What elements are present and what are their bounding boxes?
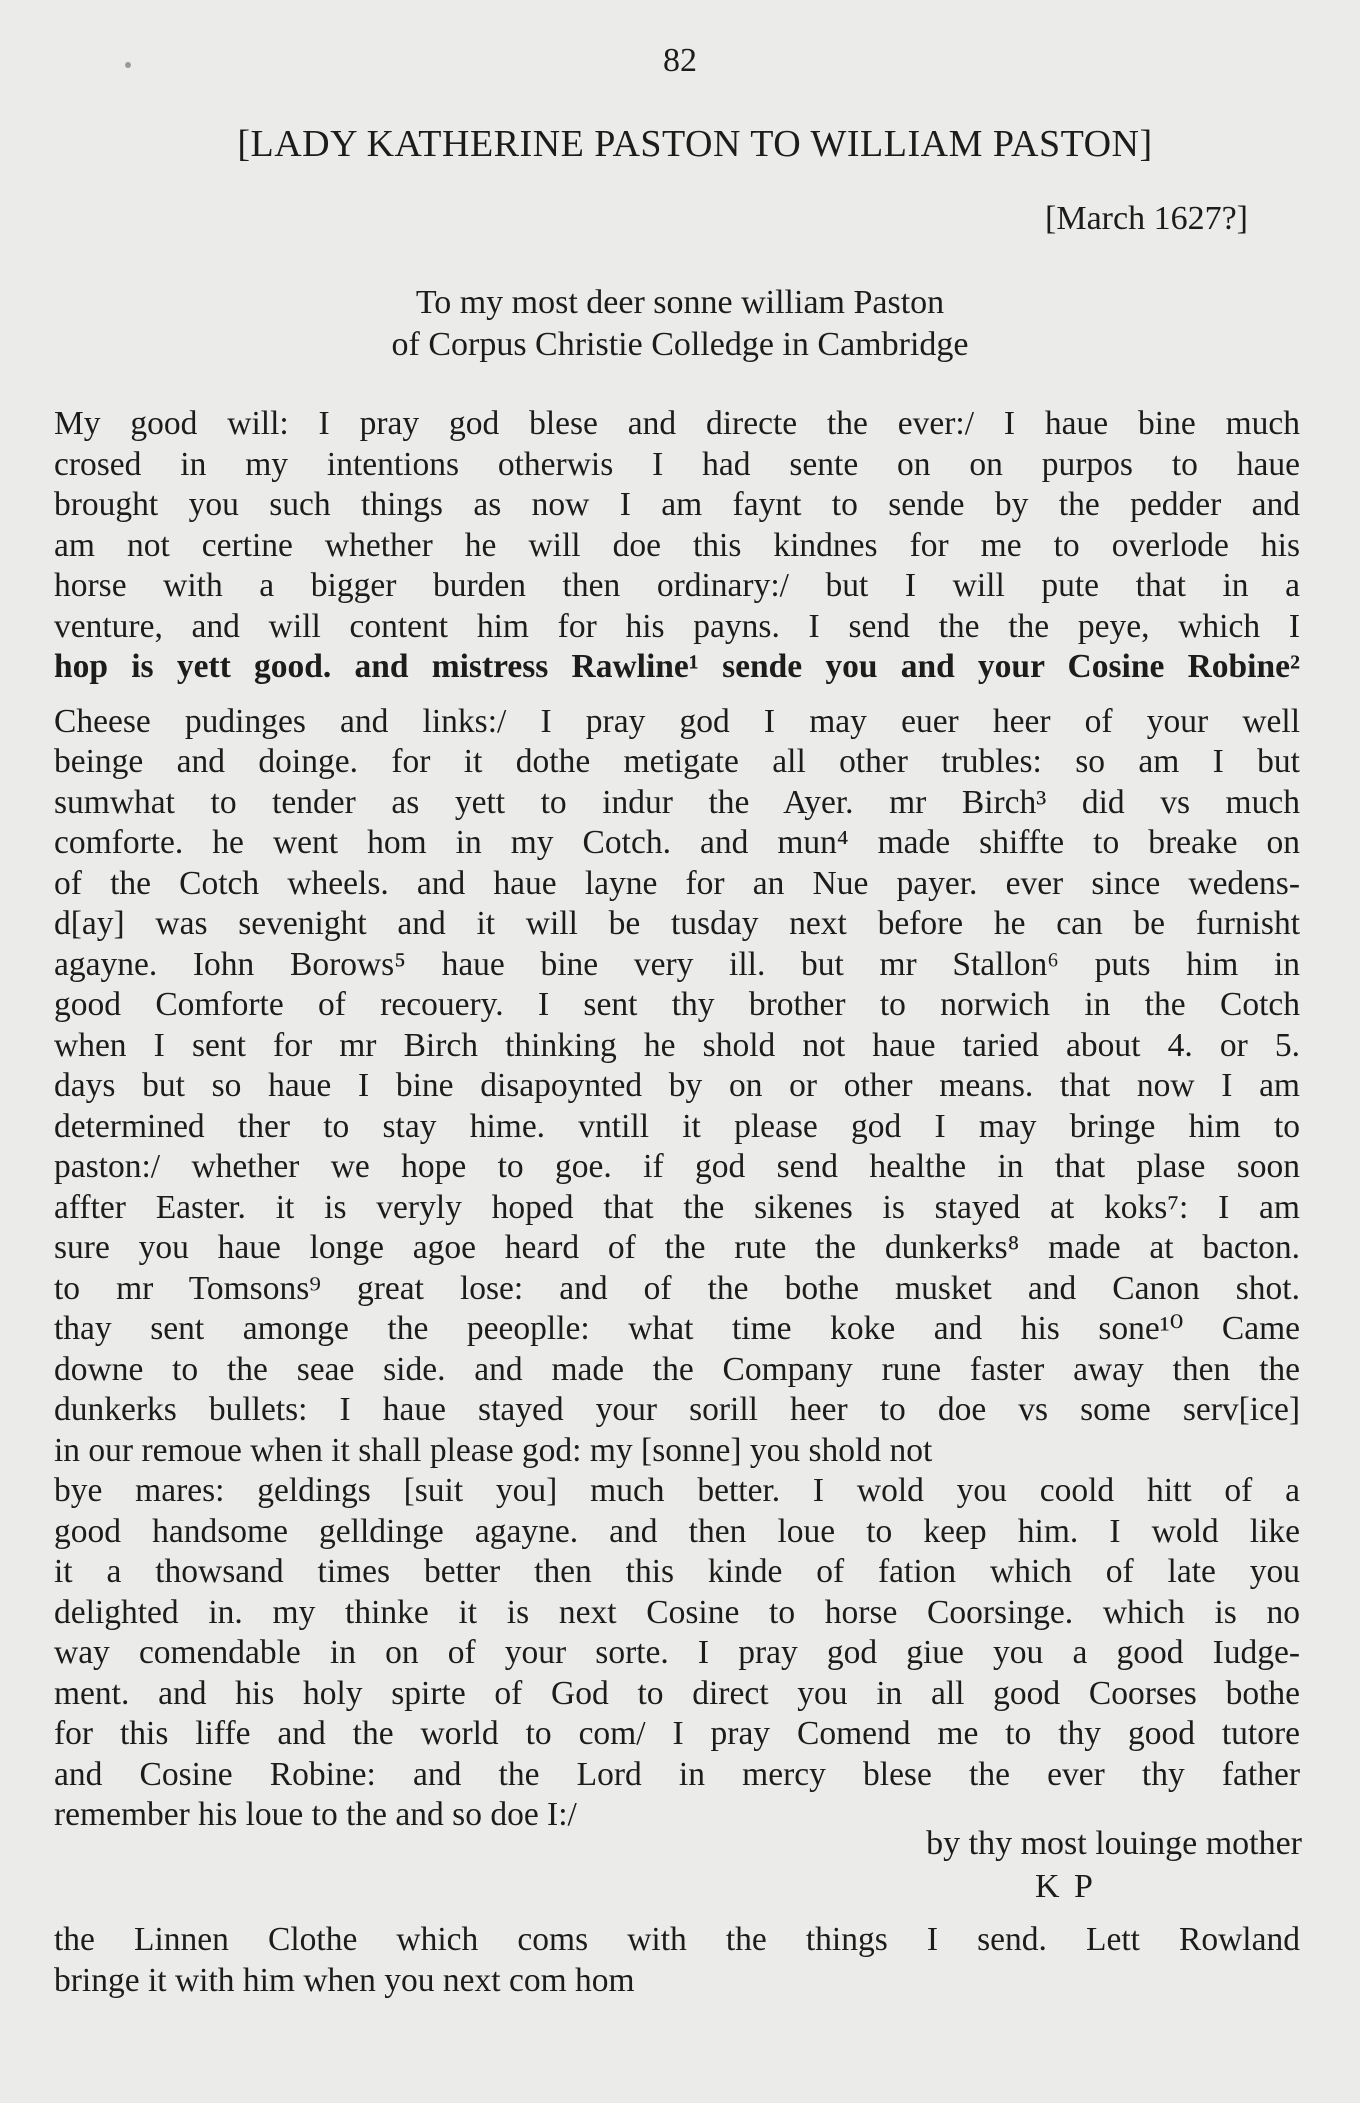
body-line: Cheese pudinges and links:/ I pray god I may euer heer of your well xyxy=(54,702,1300,740)
body-line: and Cosine Robine: and the Lord in mercy blese the ever thy father xyxy=(54,1755,1300,1793)
line-gap xyxy=(54,688,1300,702)
body-line: when I sent for mr Birch thinking he shold not haue taried about 4. or 5. xyxy=(54,1026,1300,1064)
body-line: comforte. he went hom in my Cotch. and mun⁴ made shiffte to breake on xyxy=(54,824,1300,861)
body-line: am not certine whether he will doe this kindnes for me to overlode his xyxy=(54,526,1300,564)
body-line: days but so haue I bine disapoynted by on or other means. that now I am xyxy=(54,1067,1300,1104)
body-line: horse with a bigger burden then ordinary:/ but I will pute that in a xyxy=(54,567,1300,604)
body-line: sure you haue longe agoe heard of the rute the dunkerks⁸ made at bacton. xyxy=(54,1229,1300,1266)
body-line: for this liffe and the world to com/ I pray Comend me to thy good tutore xyxy=(54,1715,1300,1752)
body-line: remember his loue to the and so doe I:/ xyxy=(54,1796,577,1833)
body-line: ment. and his holy spirte of God to direct you in all good Coorses bothe xyxy=(54,1674,1300,1712)
body-line: d[ay] was sevenight and it will be tusday next before he can be furnisht xyxy=(54,905,1300,942)
address-line: To my most deer sonne william Paston xyxy=(415,284,945,321)
letter-title: [LADY KATHERINE PASTON TO WILLIAM PASTON] xyxy=(237,123,1153,165)
postscript-line: bringe it with him when you next com hom xyxy=(54,1961,635,1999)
signature-initials: K P xyxy=(1035,1868,1096,1905)
body-line: thay sent amonge the peeoplle: what time koke and his sone¹⁰ Came xyxy=(54,1310,1300,1347)
body-line: dunkerks bullets: I haue stayed your sorill heer to doe vs some serv[ice] xyxy=(54,1391,1300,1428)
body-line: delighted in. my thinke it is next Cosine to horse Coorsinge. which is no xyxy=(54,1593,1300,1631)
postscript xyxy=(54,1920,1300,2001)
postscript-line: the Linnen Clothe which coms with the things I send. Lett Rowland xyxy=(54,1921,1300,1958)
letter-body xyxy=(54,404,1300,1836)
body-line: brought you such things as now I am faynt to sende by the pedder and xyxy=(54,486,1300,523)
letter-address xyxy=(0,282,1360,366)
body-line: bye mares: geldings [suit you] much better. I wold you coold hitt of a xyxy=(54,1472,1300,1509)
body-line: affter Easter. it is veryly hoped that the sikenes is stayed at koks⁷: I am xyxy=(54,1188,1300,1226)
body-line: crosed in my intentions otherwis I had sente on on purpos to haue xyxy=(54,445,1300,483)
body-line: venture, and will content him for his payns. I send the the peye, which I xyxy=(54,607,1300,645)
body-line: good Comforte of recouery. I sent thy brother to norwich in the Cotch xyxy=(54,986,1300,1023)
body-line: in our remoue when it shall please god: my [sonne] you shold not xyxy=(54,1431,933,1469)
body-line: way comendable in on of your sorte. I pray god giue you a good Iudge- xyxy=(54,1634,1300,1671)
body-line: downe to the seae side. and made the Company rune faster away then the xyxy=(54,1350,1300,1388)
page-number: 82 xyxy=(663,42,697,79)
body-line: good handsome gelldinge agayne. and then loue to keep him. I wold like xyxy=(54,1512,1300,1550)
body-line: of the Cotch wheels. and haue layne for an Nue payer. ever since wedens- xyxy=(54,864,1300,902)
body-line: agayne. Iohn Borows⁵ haue bine very ill. but mr Stallon⁶ puts him in xyxy=(54,945,1300,983)
body-line: determined ther to stay hime. vntill it please god I may bringe him to xyxy=(54,1107,1300,1145)
body-line: paston:/ whether we hope to goe. if god send healthe in that plase soon xyxy=(54,1148,1300,1185)
body-line: to mr Tomsons⁹ great lose: and of the bothe musket and Canon shot. xyxy=(54,1269,1300,1307)
address-line: of Corpus Christie Colledge in Cambridge xyxy=(391,326,969,363)
signature: by thy most louinge mother xyxy=(926,1825,1302,1862)
body-line: sumwhat to tender as yett to indur the Ayer. mr Birch³ did vs much xyxy=(54,783,1300,821)
body-line: My good will: I pray god blese and directe the ever:/ I haue bine much xyxy=(54,405,1300,442)
body-line: hop is yett good. and mistress Rawline¹ sende you and your Cosine Robine² xyxy=(54,648,1300,685)
letter-date: [March 1627?] xyxy=(1045,200,1248,237)
body-line: beinge and doinge. for it dothe metigate all other trubles: so am I but xyxy=(54,743,1300,780)
body-line: it a thowsand times better then this kinde of fation which of late you xyxy=(54,1553,1300,1590)
